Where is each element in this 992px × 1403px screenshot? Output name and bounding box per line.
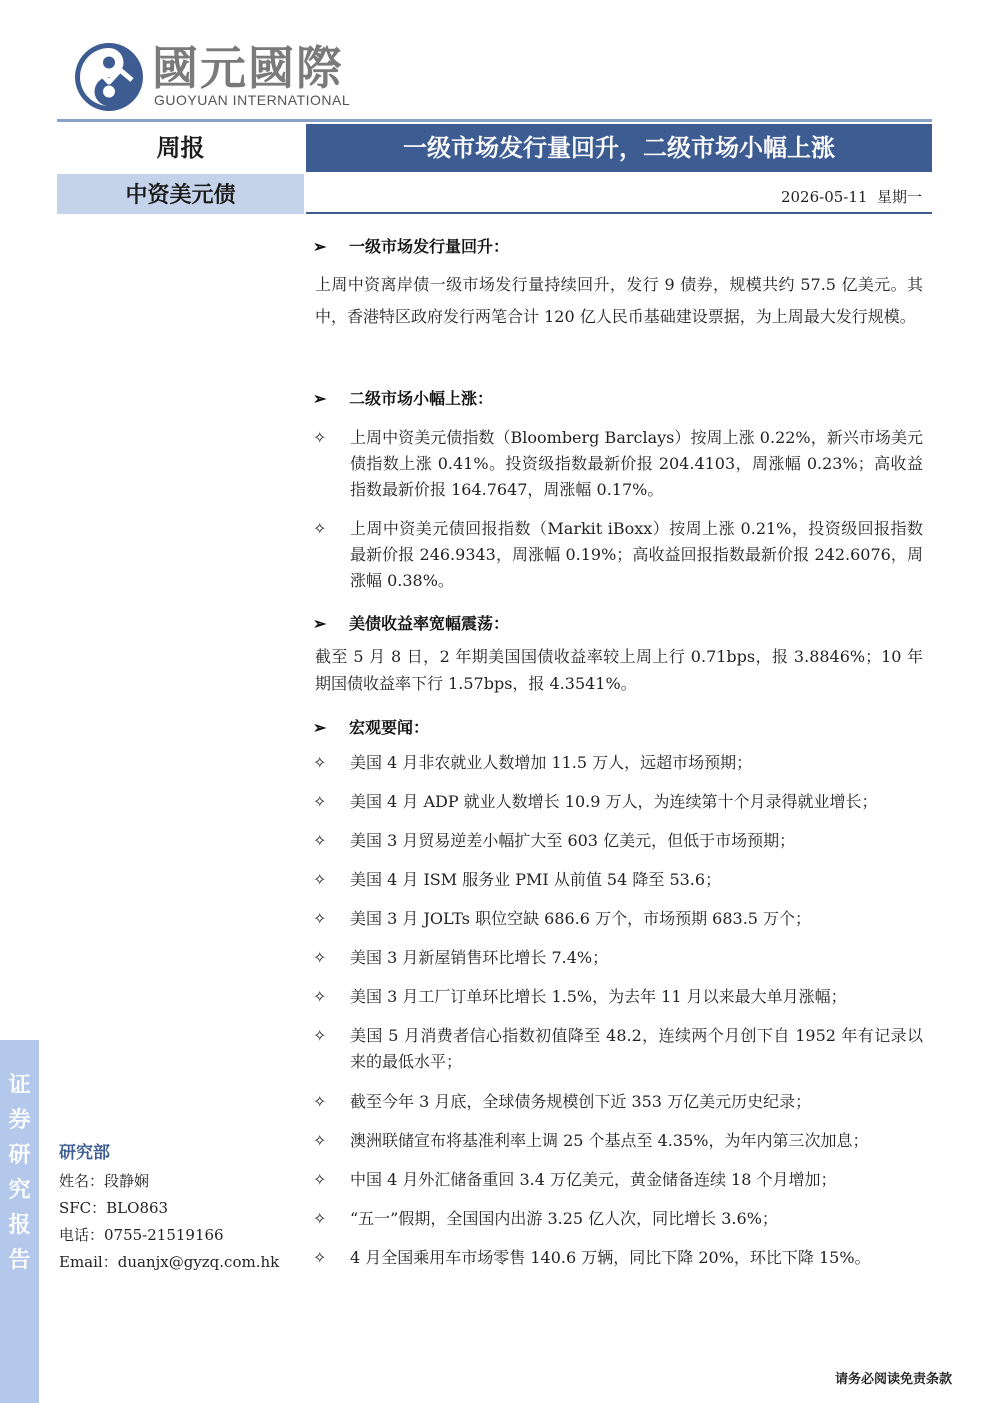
list-item — [313, 425, 923, 503]
section-title: 二级市场小幅上涨： — [349, 389, 494, 408]
list-item-text: 澳洲联储宣布将基准利率上调 25 个基点至 4.35%，为年内第三次加息； — [350, 1131, 869, 1150]
date-row — [306, 174, 932, 214]
list-item — [313, 1128, 923, 1154]
list-item-text: 美国 3 月贸易逆差小幅扩大至 603 亿美元，但低于市场预期； — [350, 831, 796, 850]
list-item — [313, 945, 923, 971]
arrow-icon: ➢ — [313, 389, 327, 408]
side-band-text: 证 券 研 究 报 告 — [8, 1072, 31, 1273]
list-item-text: 美国 4 月 ISM 服务业 PMI 从前值 54 降至 53.6； — [350, 870, 722, 889]
guoyuan-logo-icon — [72, 40, 146, 114]
list-item — [313, 906, 923, 932]
list-item — [313, 1089, 923, 1115]
list-item-text: 美国 3 月 JOLTs 职位空缺 686.6 万个，市场预期 683.5 万个； — [350, 909, 812, 928]
list-item-text: 中国 4 月外汇储备重回 3.4 万亿美元，黄金储备连续 18 个月增加； — [350, 1170, 837, 1189]
diamond-bullet-icon: ✧ — [313, 1248, 327, 1267]
diamond-bullet-icon: ✧ — [313, 870, 327, 889]
diamond-bullet-icon: ✧ — [313, 987, 327, 1006]
list-item — [313, 1023, 923, 1075]
report-category: 中资美元债 — [57, 174, 304, 214]
diamond-bullet-icon: ✧ — [313, 1209, 327, 1228]
arrow-icon: ➢ — [313, 718, 327, 737]
header-rule — [57, 119, 932, 122]
contact-name: 姓名：段静娴 — [59, 1172, 150, 1190]
report-type: 周报 — [57, 124, 304, 172]
diamond-bullet-icon: ✧ — [313, 753, 327, 772]
list-item — [313, 1206, 923, 1232]
report-date: 2026-05-11 星期一 — [780, 188, 922, 206]
disclaimer-note: 请务必阅读免责条款 — [834, 1372, 952, 1387]
list-item — [313, 984, 923, 1010]
section-heading — [313, 386, 493, 409]
diamond-bullet-icon: ✧ — [313, 1131, 327, 1150]
diamond-bullet-icon: ✧ — [313, 831, 327, 850]
section-paragraph: 上周中资离岸债一级市场发行量持续回升，发行 9 债券，规模共约 57.5 亿美元。其中，香港特区政府发行两笔合计 120 亿人民币基础建设票据，为上周最大发行规模。 — [315, 275, 923, 326]
list-item-text: “五一”假期，全国国内出游 3.25 亿人次，同比增长 3.6%； — [350, 1209, 778, 1228]
list-item — [313, 867, 923, 893]
list-item-text: 上周中资美元债回报指数（Markit iBoxx）按周上涨 0.21%，投资级回报指数最新价报 246.9343，周涨幅 0.19%；高收益回报指数最新价报 242.6076，周涨幅 0.38%。 — [350, 519, 923, 590]
diamond-bullet-icon: ✧ — [313, 1026, 327, 1045]
logo-name-cn: 國元國際 — [152, 41, 344, 95]
list-item — [313, 1167, 923, 1193]
contact-sfc: SFC：BLO863 — [59, 1199, 169, 1217]
diamond-bullet-icon: ✧ — [313, 1170, 327, 1189]
diamond-bullet-icon: ✧ — [313, 519, 327, 538]
section-title: 美债收益率宽幅震荡： — [349, 614, 510, 633]
list-item-text: 美国 4 月 ADP 就业人数增长 10.9 万人，为连续第十个月录得就业增长； — [350, 792, 878, 811]
section-heading — [313, 715, 429, 738]
section-title: 宏观要闻： — [349, 718, 430, 737]
report-title: 一级市场发行量回升，二级市场小幅上涨 — [306, 124, 932, 172]
list-item — [313, 750, 923, 776]
list-item-text: 美国 3 月新屋销售环比增长 7.4%； — [350, 948, 609, 967]
section-title: 一级市场发行量回升： — [349, 237, 510, 256]
list-item-text: 美国 3 月工厂订单环比增长 1.5%，为去年 11 月以来最大单月涨幅； — [350, 987, 847, 1006]
arrow-icon: ➢ — [313, 614, 327, 633]
section-heading — [313, 234, 509, 257]
list-item-text: 上周中资美元债指数（Bloomberg Barclays）按周上涨 0.22%，新兴市场美元债指数上涨 0.41%。投资级指数最新价报 204.4103，周涨幅 0.23%；高收益指数最新价报 164.7647，周涨幅 0.17%。 — [350, 428, 923, 499]
diamond-bullet-icon: ✧ — [313, 792, 327, 811]
list-item — [313, 516, 923, 594]
contact-department: 研究部 — [59, 1143, 110, 1163]
section-heading — [313, 611, 509, 634]
logo-name-en: GUOYUAN INTERNATIONAL — [154, 92, 351, 108]
list-item-text: 美国 5 月消费者信心指数初值降至 48.2，连续两个月创下自 1952 年有记录以来的最低水平； — [350, 1026, 923, 1071]
diamond-bullet-icon: ✧ — [313, 1092, 327, 1111]
arrow-icon: ➢ — [313, 237, 327, 256]
diamond-bullet-icon: ✧ — [313, 948, 327, 967]
contact-phone: 电话：0755-21519166 — [59, 1226, 224, 1244]
diamond-bullet-icon: ✧ — [313, 428, 327, 447]
section-paragraph: 截至 5 月 8 日，2 年期美国国债收益率较上周上行 0.71bps，报 3.8846%；10 年期国债收益率下行 1.57bps，报 4.3541%。 — [315, 647, 923, 693]
list-item-text: 美国 4 月非农就业人数增加 11.5 万人，远超市场预期； — [350, 753, 753, 772]
contact-email: Email：duanjx@gyzq.com.hk — [59, 1253, 280, 1271]
list-item-text: 4 月全国乘用车市场零售 140.6 万辆，同比下降 20%，环比下降 15%。 — [350, 1248, 871, 1267]
list-item — [313, 828, 923, 854]
list-item — [313, 1245, 923, 1271]
diamond-bullet-icon: ✧ — [313, 909, 327, 928]
list-item — [313, 789, 923, 815]
list-item-text: 截至今年 3 月底，全球债务规模创下近 353 万亿美元历史纪录； — [350, 1092, 812, 1111]
